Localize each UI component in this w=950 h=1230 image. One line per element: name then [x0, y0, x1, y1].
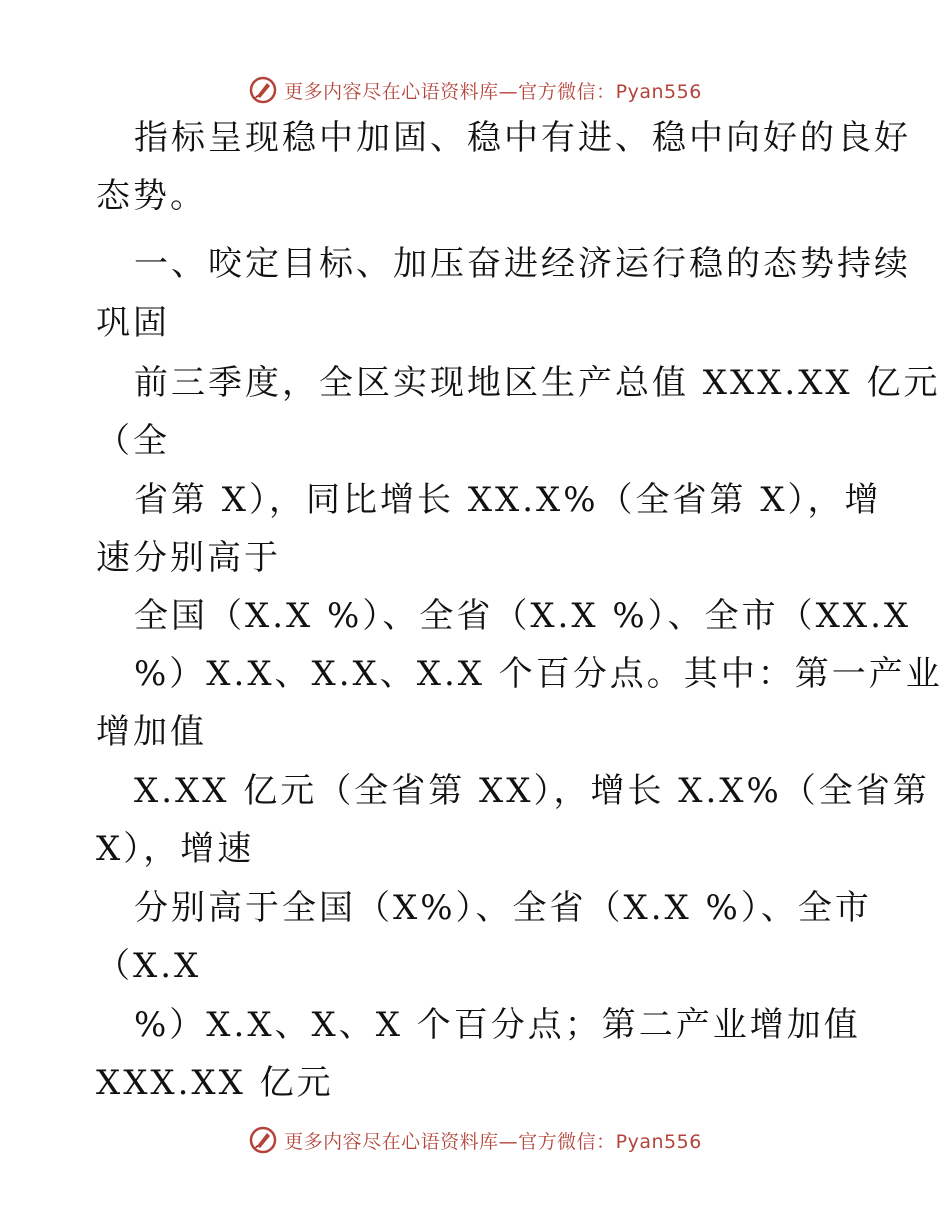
pen-seal-logo-icon: [248, 75, 278, 105]
footer-banner: [0, 1120, 950, 1160]
body-line: 前三季度，全区实现地区生产总值 XXX.XX 亿元: [134, 363, 941, 403]
body-line: %）X.X、X、X 个百分点；第二产业增加值: [134, 1005, 861, 1045]
footer-banner-text: 更多内容尽在心语资料库—官方微信：Pyan556: [284, 1130, 702, 1153]
pen-seal-logo-icon: [248, 1125, 278, 1155]
body-line: 速分别高于: [96, 538, 281, 578]
body-line: 全国（X.X %）、全省（X.X %）、全市（XX.X: [134, 596, 912, 636]
body-line: X.XX 亿元（全省第 XX），增长 X.X%（全省第: [134, 771, 930, 811]
body-line: %）X.X、X.X、X.X 个百分点。其中：第一产业: [134, 654, 943, 694]
body-line: 巩固: [96, 303, 170, 343]
body-line: 分别高于全国（X%）、全省（X.X %）、全市: [134, 888, 872, 928]
body-line: 态势。: [96, 176, 207, 216]
header-banner: [0, 70, 950, 110]
body-line: （X.X: [96, 946, 202, 986]
body-line: 指标呈现稳中加固、稳中有进、稳中向好的良好: [134, 118, 911, 158]
body-line: 增加值: [96, 712, 207, 752]
header-banner-text: 更多内容尽在心语资料库—官方微信：Pyan556: [284, 80, 702, 103]
body-line: （全: [96, 421, 170, 461]
body-line: X），增速: [96, 829, 255, 869]
body-line: 一、咬定目标、加压奋进经济运行稳的态势持续: [134, 244, 911, 284]
body-line: 省第 X），同比增长 XX.X%（全省第 X），增: [134, 480, 882, 520]
body-line: XXX.XX 亿元: [96, 1063, 334, 1103]
